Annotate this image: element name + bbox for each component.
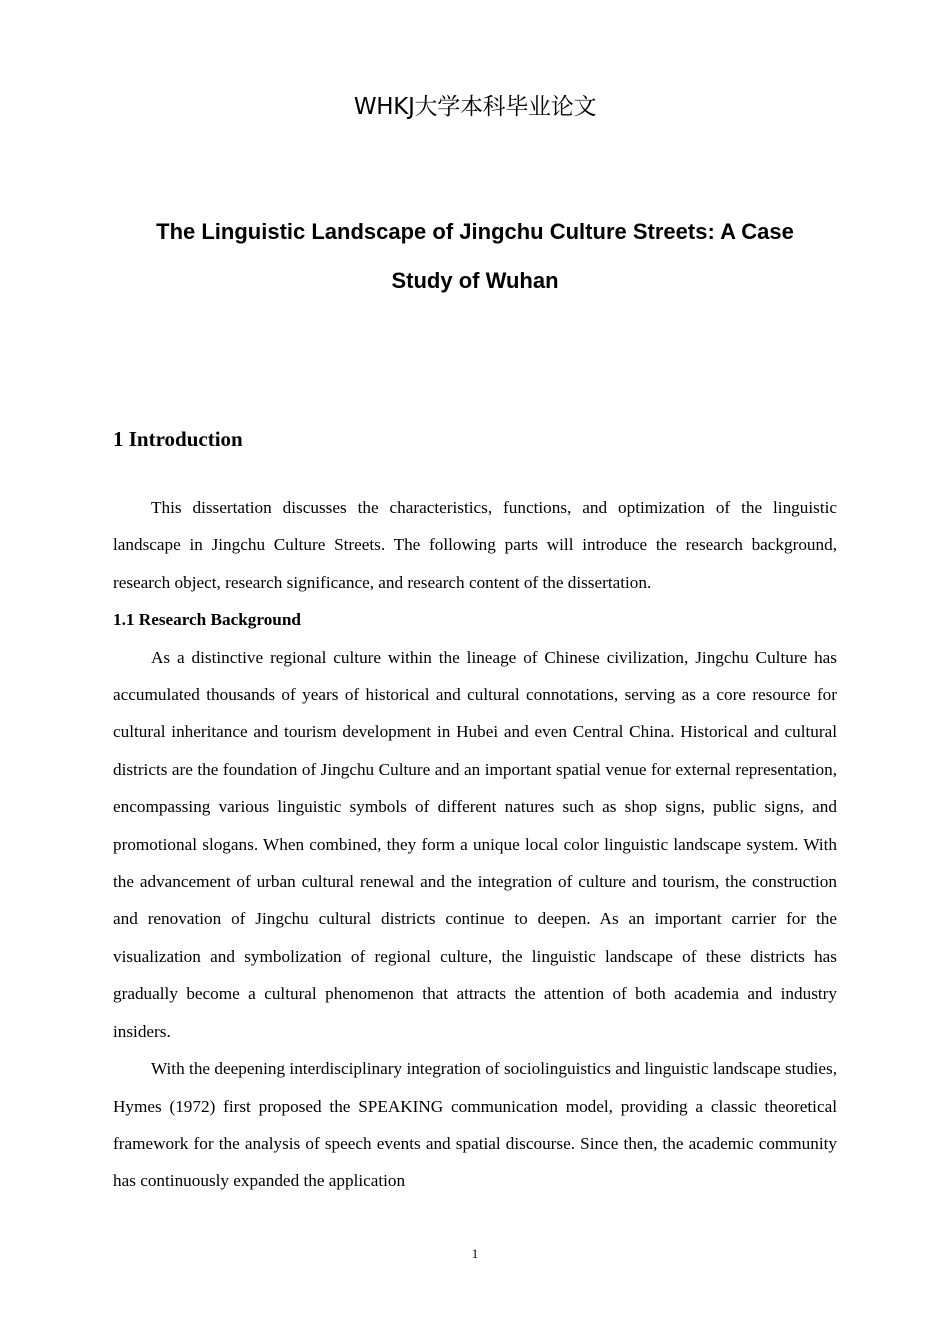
page-number: 1 <box>471 1246 479 1261</box>
paper-title <box>113 207 837 305</box>
section-heading-introduction: 1 Introduction <box>113 427 243 451</box>
thesis-header: WHKJ大学本科毕业论文 <box>353 94 597 120</box>
paper-title-line-2: Study of Wuhan <box>391 268 559 293</box>
research-background-paragraph-2: With the deepening interdisciplinary integration of sociolinguistics and linguistic landscape studies, Hymes (1972) first proposed the SPEAKING communication model, providing a classic theoretical framework for the analysis of speech events and spatial discourse. Since then, the academic community has continuously expanded the application <box>113 1059 837 1191</box>
section-heading-research-background: 1.1 Research Background <box>113 610 301 630</box>
body-text <box>113 489 837 1200</box>
paper-title-line-1: The Linguistic Landscape of Jingchu Culture Streets: A Case <box>156 219 794 244</box>
research-background-paragraph-1: As a distinctive regional culture within the lineage of Chinese civilization, Jingchu Culture has accumulated thousands of years of historical and cultural connotations, serving as a core resource for cultural inheritance and tourism development in Hubei and even Central China. Historical and cultural districts are the foundation of Jingchu Culture and an important spatial venue for external representation, encompassing various linguistic symbols of different natures such as shop signs, public signs, and promotional slogans. When combined, they form a unique local color linguistic landscape system. With the advancement of urban cultural renewal and the integration of culture and tourism, the construction and renovation of Jingchu cultural districts continue to deepen. As an important carrier for the visualization and symbolization of regional culture, the linguistic landscape of these districts has gradually become a cultural phenomenon that attracts the attention of both academia and industry insiders. <box>113 647 837 1041</box>
intro-paragraph: This dissertation discusses the characteristics, functions, and optimization of the linguistic landscape in Jingchu Culture Streets. The following parts will introduce the research background, research object, research significance, and research content of the dissertation. <box>113 498 837 592</box>
